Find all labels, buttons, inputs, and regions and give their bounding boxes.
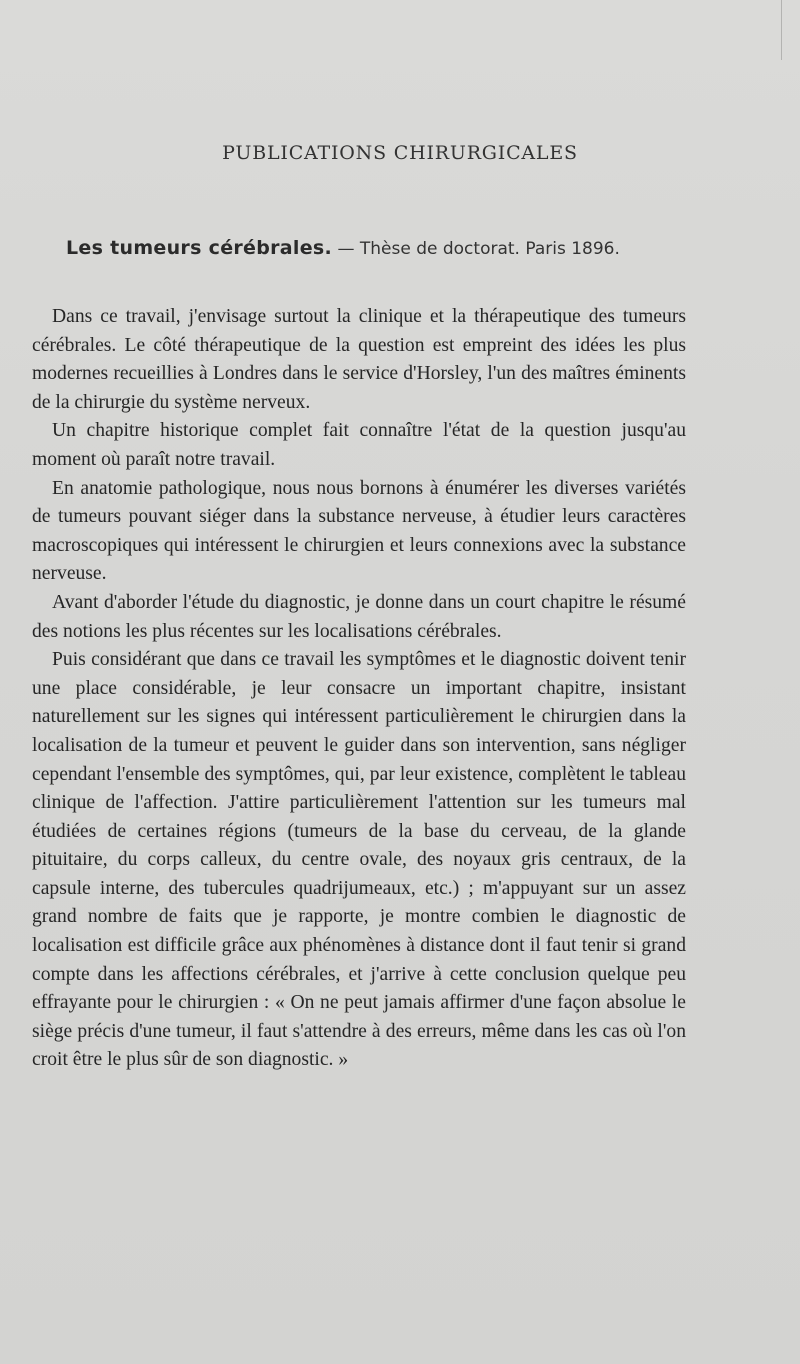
entry-heading [66,237,686,259]
entry-title-dash: — [332,239,360,259]
entry-title: Les tumeurs cérébrales. [66,237,333,259]
paragraph: Puis considérant que dans ce travail les symptômes et le diagnostic doivent tenir une place considérable, je leur consacre un important chapitre, insistant naturellement sur les signes qui intéressent particulièrement le chirurgien dans la localisation de la tumeur et peuvent le guider dans son intervention, sans négliger cependant l'ensemble des symptômes, qui, par leur existence, complètent le tableau clinique de l'affection. J'attire particulièrement l'attention sur les tumeurs mal étudiées de certaines régions (tumeurs de la base du cerveau, de la glande pituitaire, du corps calleux, du centre ovale, des noyaux gris centraux, de la capsule interne, des tubercules quadrijumeaux, etc.) ; m'appuyant sur un assez grand nombre de faits que je rapporte, je montre combien le diagnostic de localisation est difficile grâce aux phénomènes à distance dont il faut tenir si grand compte dans les affections cérébrales, et j'arrive à cette conclusion quelque peu effrayante pour le chirurgien : « On ne peut jamais affirmer d'une façon absolue le siège précis d'une tumeur, il faut s'attendre à des erreurs, même dans les cas où l'on croit être le plus sûr de son diagnostic. » [32,649,686,1071]
paragraph: Avant d'aborder l'étude du diagnostic, je donne dans un court chapitre le résumé des notions les plus récentes sur les localisations cérébrales. [32,591,686,642]
body-text [32,303,686,1075]
entry-detail: Thèse de doctorat. Paris 1896. [359,239,620,259]
page-edge-mark [781,0,782,60]
paragraph: En anatomie pathologique, nous nous bornons à énumérer les diverses variétés de tumeurs pouvant siéger dans la substance nerveuse, à étudier leurs caractères macroscopiques qui intéressent le chirurgien et leurs connexions avec la substance nerveuse. [32,477,686,585]
paragraph: Dans ce travail, j'envisage surtout la clinique et la thérapeutique des tumeurs cérébrales. Le côté thérapeutique de la question est empreint des idées les plus modernes recueillies à Londres dans le service d'Horsley, l'un des maîtres éminents de la chirurgie du système nerveux. [32,306,686,413]
running-head: PUBLICATIONS CHIRURGICALES [222,142,578,164]
paragraph: Un chapitre historique complet fait connaître l'état de la question jusqu'au moment où paraît notre travail. [32,420,686,470]
